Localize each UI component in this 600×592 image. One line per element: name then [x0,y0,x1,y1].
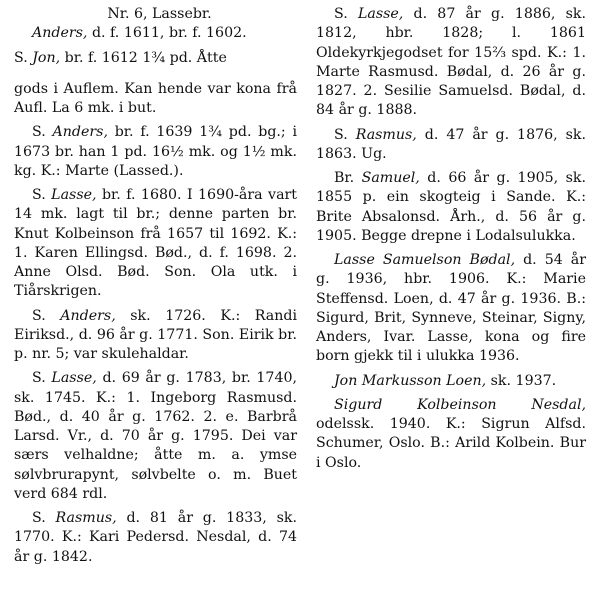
entry-anders-1611 [14,24,297,43]
entry-name: Sigurd Kolbeinson Nesdal, [334,396,586,413]
entry-text: d. 66 år g. 1905, sk. 1855 p. ein skogteig i Sande. K.: Brite Absalonsd. Årh., d. 56 år g. 1905. Begge drepne i Lodalsulukka. [316,170,586,244]
entry-anders-1726 [14,307,297,365]
entry-name: Lasse, [357,6,404,22]
entry-prefix: S. [32,187,52,203]
entry-name: Lasse, [51,370,97,387]
entry-text: sk. 1937. [486,372,557,389]
entry-name: Samuel, [361,170,420,186]
entry-name: Anders, [60,307,116,324]
entry-prefix: S. [334,126,356,143]
entry-jon-1612 [14,49,297,68]
entry-text: gods i Auflem. Kan hende var kona frå Aufl. La 6 mk. i but. [14,80,297,116]
entry-text: d. 81 år g. 1833, sk. 1770. K.: Kari Pedersd. Nesdal, d. 74 år g. 1842. [14,510,297,565]
entry-rasmus-1833 [14,509,297,567]
entry-text: sk. 1726. K.: Randi Eiriksd., d. 96 år g. 1771. Son. Eirik br. p. nr. 5; var skulehaldar. [14,307,298,362]
entry-text: d. 47 år g. 1876, sk. 1863. Ug. [316,126,587,162]
entry-prefix: S. [334,6,358,22]
entry-lasse-1680 [14,186,297,302]
entry-name: Jon Markusson Loen, [334,372,487,389]
entry-prefix: S. [32,370,52,387]
entry-text: d. 87 år g. 1886, sk. 1812, hbr. 1828; l. 1861 Oldekyrkjegodset for 15⅔ spd. K.: 1. Marte Rasmusd. Bødal, d. 26 år g. 1827. 2. Sesilie Samuelsd. Bødal, d. 84 år g. 1888. [316,6,587,119]
entry-text: odelssk. 1940. K.: Sigrun Alfsd. Schumer, Oslo. B.: Arild Kolbein. Bur i Oslo. [316,416,586,471]
entry-text: br. f. 1639 1¾ pd. bg.; i 1673 br. han 1 pd. 16½ mk. og 1½ mk. kg. K.: Marte (Lassed.). [14,124,298,179]
entry-text: br. f. 1612 1¾ pd. Åtte [60,49,227,66]
entry-rasmus-1876 [316,126,586,165]
entry-samuel-1905 [316,169,586,246]
entry-name: Rasmus, [55,510,117,526]
entry-prefix: Br. [334,170,362,186]
entry-lasse-samuelson [316,251,586,367]
entry-lasse-1783 [14,369,297,504]
page-heading: Nr. 6, Lassebr. [107,6,212,22]
entry-text: d. f. 1611, br. f. 1602. [87,25,247,42]
entry-name: Lasse Samuelson Bødal, [334,252,516,268]
entry-name: Rasmus, [355,126,417,143]
entry-text: br. f. 1680. I 1690-åra vart 14 mk. lagt til br.; denne parten br. Knut Kolbeinson frå 1657 til 1692. K.: 1. Karen Ellingsd. Bød., d. f. 1698. 2. Anne Olsd. Bød. Son. Ola utk. i Tiårskrigen. [14,187,298,300]
entry-name: Jon, [32,49,61,66]
entry-name: Anders, [52,124,108,141]
entry-sigurd-kolbeinson [316,396,586,473]
entry-text: d. 69 år g. 1783, br. 1740, sk. 1745. K.: 1. Ingeborg Rasmusd. Bød., d. 40 år g. 1762. 2. e. Barbrå Larsd. Vr., d. 70 år g. 1795. Dei var særs velhaldne; åtte m. a. ymse sølvbrurapynt, sølvbelte o. m. Buet verd 684 rdl. [14,370,298,502]
entry-prefix: S. [32,307,61,324]
entry-lasse-1886 [316,5,586,121]
entry-jon-markusson [316,372,586,391]
right-column [316,0,586,478]
left-column [14,0,297,572]
entry-prefix: S. [14,49,33,66]
entry-anders-1639 [14,123,297,181]
entry-jon-cont [14,80,297,119]
entry-text: d. 54 år g. 1936, hbr. 1906. K.: Marie Steffensd. Loen, d. 47 år g. 1936. B.: Sigurd, Brit, Synneve, Steinar, Signy, Anders, Ivar. Lasse, kona og fire born gjekk til i ulukka 1936. [316,252,586,365]
entry-prefix: S. [32,510,56,526]
entry-prefix: S. [32,124,53,141]
entry-name: Lasse, [51,187,97,203]
entry-name: Anders, [32,25,88,42]
